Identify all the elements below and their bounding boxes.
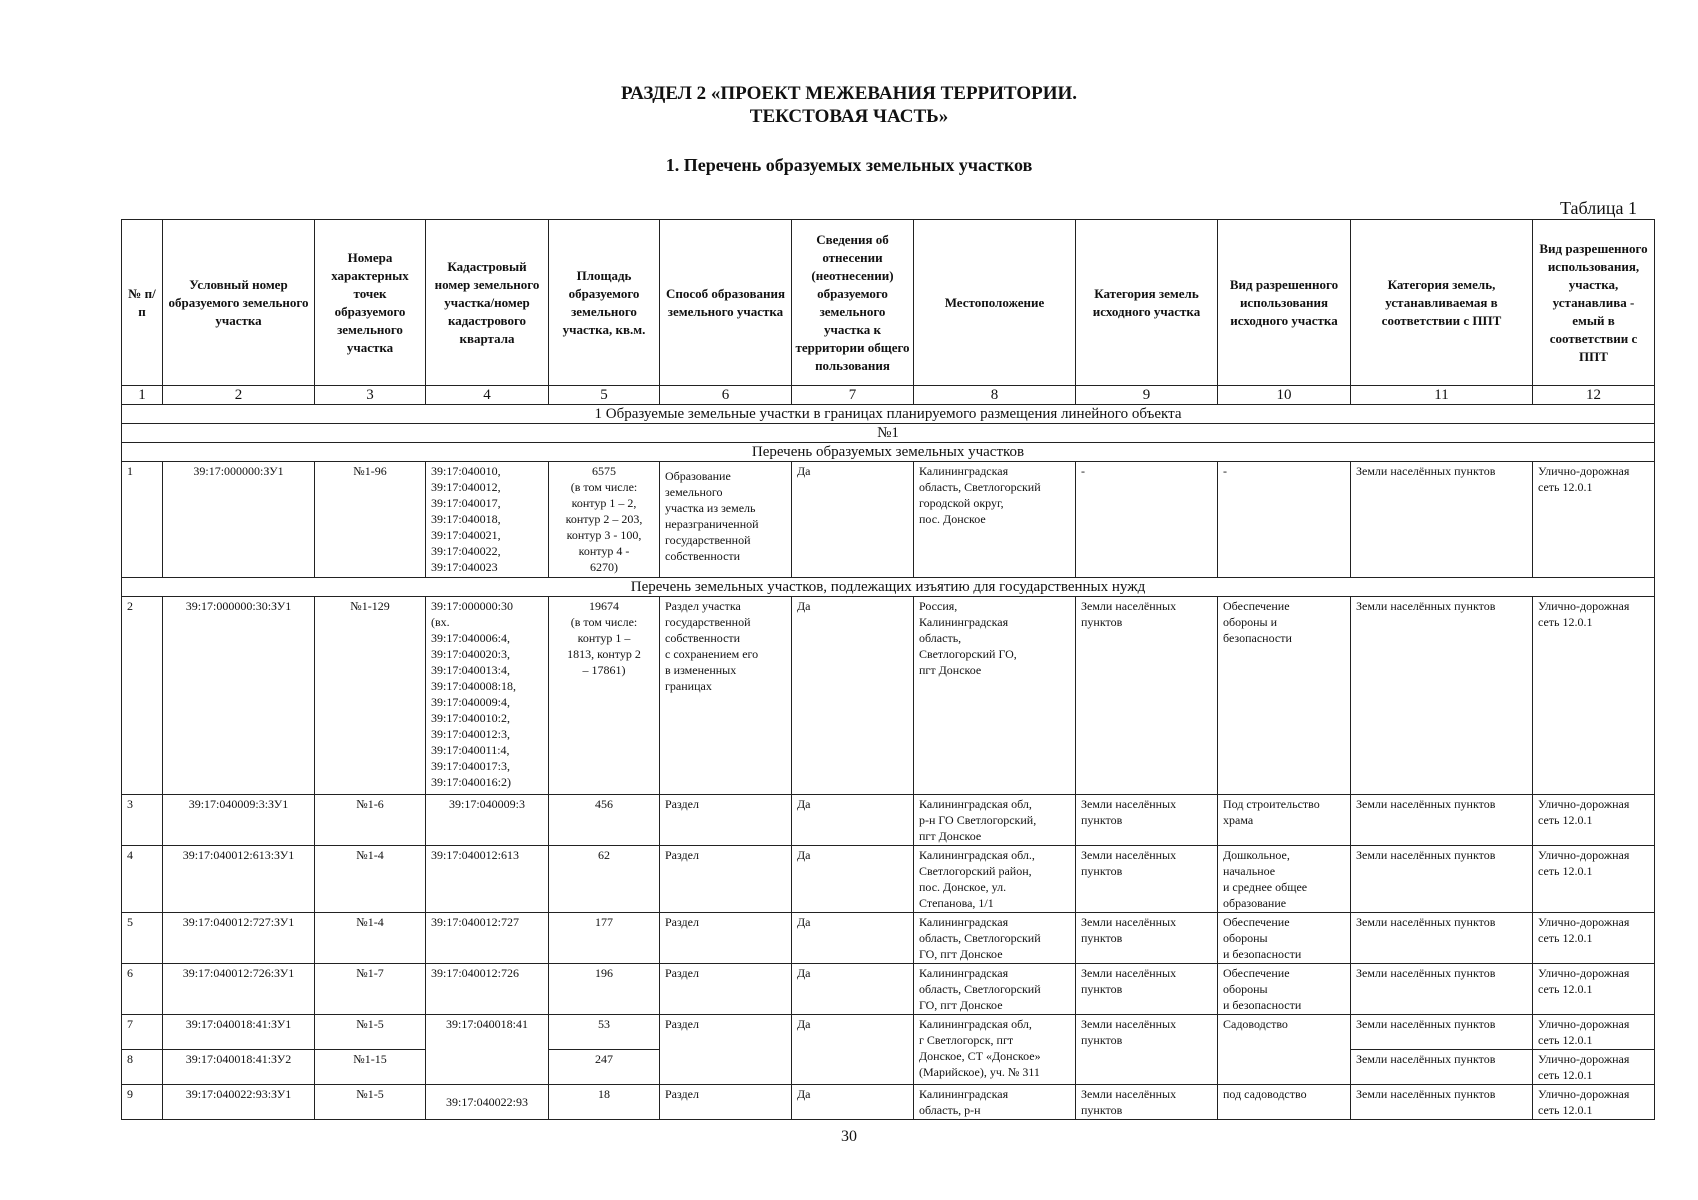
area: 247 bbox=[549, 1050, 660, 1085]
table-row bbox=[122, 462, 1655, 578]
source-category: Земли населённых пунктов bbox=[1076, 846, 1218, 913]
section-heading: 1 Образуемые земельные участки в границах планируемого размещения линейного объекта bbox=[122, 405, 1655, 424]
table-row bbox=[122, 913, 1655, 964]
points: №1-15 bbox=[315, 1050, 426, 1085]
cadastral-number: 39:17:040022:93 bbox=[426, 1085, 549, 1120]
source-category: Земли населённых пунктов bbox=[1076, 1085, 1218, 1120]
formation-method: Образование земельного участка из земель неразграниченной государственной собственности bbox=[660, 462, 792, 578]
header-cell: Местоположение bbox=[914, 220, 1076, 386]
location: Калининградская обл., Светлогорский район, пос. Донское, ул. Степанова, 1/1 bbox=[914, 846, 1076, 913]
header-cell: Вид разрешенного использования, участка, устанавлива - емый в соответствии с ППТ bbox=[1533, 220, 1655, 386]
points: №1-5 bbox=[315, 1085, 426, 1120]
table-row bbox=[122, 597, 1655, 795]
header-cell: № п/п bbox=[122, 220, 163, 386]
points: №1-6 bbox=[315, 795, 426, 846]
plot-id: 39:17:000000:ЗУ1 bbox=[163, 462, 315, 578]
ppt-category: Земли населённых пунктов bbox=[1351, 913, 1533, 964]
column-number-row bbox=[122, 386, 1655, 405]
source-use: Обеспечение обороны и безопасности bbox=[1218, 964, 1351, 1015]
public-use: Да bbox=[792, 795, 914, 846]
public-use: Да bbox=[792, 1015, 914, 1085]
area: 19674 (в том числе: контур 1 – 1813, контур 2 – 17861) bbox=[549, 597, 660, 795]
source-category: Земли населённых пунктов bbox=[1076, 597, 1218, 795]
section-row bbox=[122, 578, 1655, 597]
source-use: под садоводство bbox=[1218, 1085, 1351, 1120]
ppt-use: Улично-дорожная сеть 12.0.1 bbox=[1533, 597, 1655, 795]
header-cell: Номера характерных точек образуемого земельного участка bbox=[315, 220, 426, 386]
plot-id: 39:17:040012:727:ЗУ1 bbox=[163, 913, 315, 964]
row-number: 3 bbox=[122, 795, 163, 846]
source-use: - bbox=[1218, 462, 1351, 578]
location: Калининградская обл, р-н ГО Светлогорский, пгт Донское bbox=[914, 795, 1076, 846]
formation-method: Раздел bbox=[660, 846, 792, 913]
source-category: Земли населённых пунктов bbox=[1076, 795, 1218, 846]
row-number: 1 bbox=[122, 462, 163, 578]
formation-method: Раздел bbox=[660, 795, 792, 846]
table-label: Таблица 1 bbox=[1560, 198, 1637, 218]
column-number: 2 bbox=[163, 386, 315, 405]
header-cell: Кадастровый номер земельного участка/номер кадастрового квартала bbox=[426, 220, 549, 386]
ppt-category: Земли населённых пунктов bbox=[1351, 1085, 1533, 1120]
ppt-category: Земли населённых пунктов bbox=[1351, 1050, 1533, 1085]
ppt-category: Земли населённых пунктов bbox=[1351, 846, 1533, 913]
row-number: 4 bbox=[122, 846, 163, 913]
header-cell: Условный номер образуемого земельного участка bbox=[163, 220, 315, 386]
points: №1-4 bbox=[315, 846, 426, 913]
formation-method: Раздел bbox=[660, 913, 792, 964]
plot-id: 39:17:040018:41:ЗУ1 bbox=[163, 1015, 315, 1050]
source-category: Земли населённых пунктов bbox=[1076, 964, 1218, 1015]
section-row bbox=[122, 405, 1655, 424]
points: №1-129 bbox=[315, 597, 426, 795]
ppt-use: Улично-дорожная сеть 12.0.1 bbox=[1533, 846, 1655, 913]
plot-id: 39:17:040012:613:ЗУ1 bbox=[163, 846, 315, 913]
plot-id: 39:17:040009:3:ЗУ1 bbox=[163, 795, 315, 846]
ppt-use: Улично-дорожная сеть 12.0.1 bbox=[1533, 795, 1655, 846]
location: Калининградская область, р-н bbox=[914, 1085, 1076, 1120]
formation-method: Раздел bbox=[660, 1085, 792, 1120]
cadastral-number: 39:17:000000:30 (вх. 39:17:040006:4, 39:17:040020:3, 39:17:040013:4, 39:17:040008:18, 39:17:040009:4, 39:17:040010:2, 39:17:040012:3, 39:17:040011:4, 39:17:040017:3, 39:17:040016:2) bbox=[426, 597, 549, 795]
section-heading: Перечень земельных участков, подлежащих изъятию для государственных нужд bbox=[122, 578, 1655, 597]
ppt-category: Земли населённых пунктов bbox=[1351, 795, 1533, 846]
section-heading: Перечень образуемых земельных участков bbox=[122, 443, 1655, 462]
table-row bbox=[122, 795, 1655, 846]
points: №1-5 bbox=[315, 1015, 426, 1050]
formation-method: Раздел bbox=[660, 964, 792, 1015]
formation-method: Раздел участка государственной собственности с сохранением его в измененных границах bbox=[660, 597, 792, 795]
area: 456 bbox=[549, 795, 660, 846]
area: 62 bbox=[549, 846, 660, 913]
plot-id: 39:17:040018:41:ЗУ2 bbox=[163, 1050, 315, 1085]
plot-id: 39:17:000000:30:ЗУ1 bbox=[163, 597, 315, 795]
header-cell: Сведения об отнесении (неотнесении) образуемого земельного участка к территории общего пользования bbox=[792, 220, 914, 386]
header-cell: Вид разрешенного использования исходного участка bbox=[1218, 220, 1351, 386]
header-cell: Способ образования земельного участка bbox=[660, 220, 792, 386]
table-row bbox=[122, 964, 1655, 1015]
header-cell: Категория земель исходного участка bbox=[1076, 220, 1218, 386]
source-category: Земли населённых пунктов bbox=[1076, 1015, 1218, 1085]
header-cell: Площадь образуемого земельного участка, кв.м. bbox=[549, 220, 660, 386]
title-line-1: РАЗДЕЛ 2 «ПРОЕКТ МЕЖЕВАНИЯ ТЕРРИТОРИИ. bbox=[620, 83, 1078, 104]
area: 53 bbox=[549, 1015, 660, 1050]
plot-id: 39:17:040022:93:ЗУ1 bbox=[163, 1085, 315, 1120]
ppt-use: Улично-дорожная сеть 12.0.1 bbox=[1533, 964, 1655, 1015]
cadastral-number: 39:17:040010, 39:17:040012, 39:17:040017, 39:17:040018, 39:17:040021, 39:17:040022, 39:17:040023 bbox=[426, 462, 549, 578]
location: Россия, Калининградская область, Светлогорский ГО, пгт Донское bbox=[914, 597, 1076, 795]
source-use: Под строительство храма bbox=[1218, 795, 1351, 846]
row-number: 2 bbox=[122, 597, 163, 795]
public-use: Да bbox=[792, 1085, 914, 1120]
table-header-row bbox=[122, 220, 1655, 386]
area: 18 bbox=[549, 1085, 660, 1120]
public-use: Да bbox=[792, 597, 914, 795]
row-number: 9 bbox=[122, 1085, 163, 1120]
points: №1-7 bbox=[315, 964, 426, 1015]
column-number: 8 bbox=[914, 386, 1076, 405]
row-number: 7 bbox=[122, 1015, 163, 1050]
column-number: 10 bbox=[1218, 386, 1351, 405]
cadastral-number: 39:17:040012:613 bbox=[426, 846, 549, 913]
area: 177 bbox=[549, 913, 660, 964]
source-use: Дошкольное, начальное и среднее общее образование bbox=[1218, 846, 1351, 913]
location: Калининградская область, Светлогорский городской округ, пос. Донское bbox=[914, 462, 1076, 578]
section-subtitle: 1. Перечень образуемых земельных участков bbox=[665, 155, 1033, 175]
area: 196 bbox=[549, 964, 660, 1015]
location: Калининградская обл, г Светлогорск, пгт Донское, СТ «Донское» (Марийское), уч. № 311 bbox=[914, 1015, 1076, 1085]
source-use: Садоводство bbox=[1218, 1015, 1351, 1085]
column-number: 6 bbox=[660, 386, 792, 405]
ppt-category: Земли населённых пунктов bbox=[1351, 462, 1533, 578]
ppt-use: Улично-дорожная сеть 12.0.1 bbox=[1533, 1015, 1655, 1050]
document-title bbox=[0, 82, 1698, 128]
cadastral-number: 39:17:040009:3 bbox=[426, 795, 549, 846]
public-use: Да bbox=[792, 913, 914, 964]
cadastral-number: 39:17:040012:726 bbox=[426, 964, 549, 1015]
cadastral-number: 39:17:040018:41 bbox=[426, 1015, 549, 1085]
ppt-category: Земли населённых пунктов bbox=[1351, 1015, 1533, 1050]
ppt-category: Земли населённых пунктов bbox=[1351, 597, 1533, 795]
column-number: 7 bbox=[792, 386, 914, 405]
section-row bbox=[122, 443, 1655, 462]
ppt-use: Улично-дорожная сеть 12.0.1 bbox=[1533, 462, 1655, 578]
column-number: 1 bbox=[122, 386, 163, 405]
column-number: 11 bbox=[1351, 386, 1533, 405]
table-row bbox=[122, 846, 1655, 913]
section-row bbox=[122, 424, 1655, 443]
column-number: 5 bbox=[549, 386, 660, 405]
header-cell: Категория земель, устанавливаемая в соответствии с ППТ bbox=[1351, 220, 1533, 386]
land-plots-table bbox=[121, 219, 1655, 1120]
row-number: 5 bbox=[122, 913, 163, 964]
table-row bbox=[122, 1085, 1655, 1120]
row-number: 8 bbox=[122, 1050, 163, 1085]
public-use: Да bbox=[792, 462, 914, 578]
column-number: 12 bbox=[1533, 386, 1655, 405]
points: №1-96 bbox=[315, 462, 426, 578]
source-use: Обеспечение обороны и безопасности bbox=[1218, 913, 1351, 964]
ppt-use: Улично-дорожная сеть 12.0.1 bbox=[1533, 1050, 1655, 1085]
public-use: Да bbox=[792, 964, 914, 1015]
plot-id: 39:17:040012:726:ЗУ1 bbox=[163, 964, 315, 1015]
section-heading: №1 bbox=[122, 424, 1655, 443]
cadastral-number: 39:17:040012:727 bbox=[426, 913, 549, 964]
source-category: - bbox=[1076, 462, 1218, 578]
column-number: 9 bbox=[1076, 386, 1218, 405]
page-number: 30 bbox=[841, 1128, 857, 1145]
points: №1-4 bbox=[315, 913, 426, 964]
column-number: 3 bbox=[315, 386, 426, 405]
location: Калининградская область, Светлогорский ГО, пгт Донское bbox=[914, 913, 1076, 964]
source-category: Земли населённых пунктов bbox=[1076, 913, 1218, 964]
area: 6575 (в том числе: контур 1 – 2, контур 2 – 203, контур 3 - 100, контур 4 - 6270) bbox=[549, 462, 660, 578]
ppt-use: Улично-дорожная сеть 12.0.1 bbox=[1533, 1085, 1655, 1120]
ppt-use: Улично-дорожная сеть 12.0.1 bbox=[1533, 913, 1655, 964]
public-use: Да bbox=[792, 846, 914, 913]
ppt-category: Земли населённых пунктов bbox=[1351, 964, 1533, 1015]
title-line-2: ТЕКСТОВАЯ ЧАСТЬ» bbox=[749, 106, 949, 127]
location: Калининградская область, Светлогорский ГО, пгт Донское bbox=[914, 964, 1076, 1015]
column-number: 4 bbox=[426, 386, 549, 405]
table-row bbox=[122, 1015, 1655, 1050]
source-use: Обеспечение обороны и безопасности bbox=[1218, 597, 1351, 795]
formation-method: Раздел bbox=[660, 1015, 792, 1085]
row-number: 6 bbox=[122, 964, 163, 1015]
